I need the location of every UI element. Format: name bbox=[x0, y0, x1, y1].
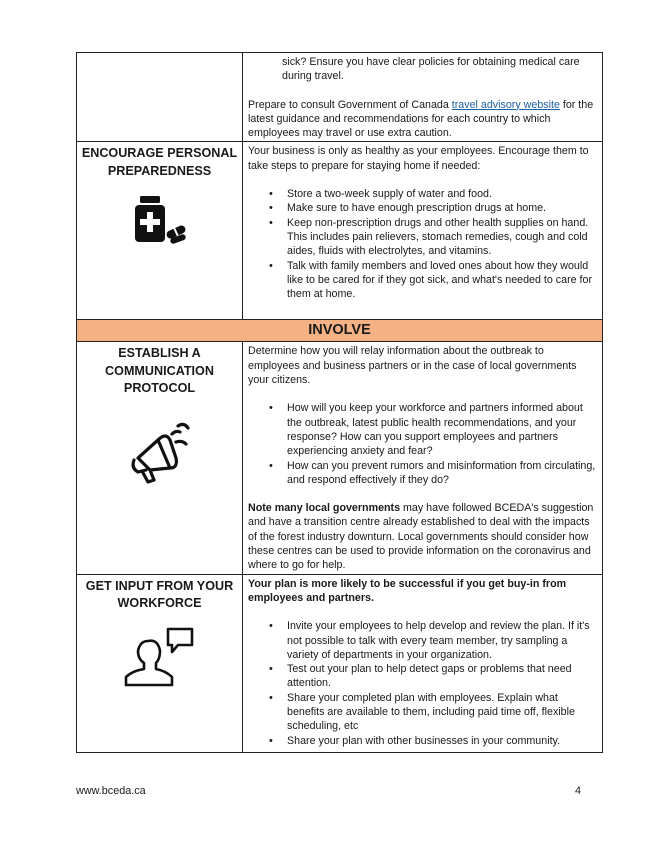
travel-advisory-paragraph bbox=[248, 98, 598, 141]
empty-category-cell bbox=[77, 53, 243, 142]
table-row bbox=[77, 574, 603, 752]
content-cell bbox=[243, 142, 603, 320]
local-governments-note bbox=[248, 501, 598, 572]
page-number: 4 bbox=[575, 785, 582, 797]
content-cell bbox=[243, 342, 603, 574]
communication-list bbox=[248, 401, 598, 487]
list-item: • Make sure to have enough prescription drugs at home. bbox=[248, 201, 598, 215]
note-bold-text: Note many local governments bbox=[248, 502, 401, 515]
person-speech-bubble-icon bbox=[122, 625, 198, 687]
preparedness-intro: Your business is only as healthy as your employees. Encourage them to take steps to prepare for staying home if needed: bbox=[248, 145, 589, 172]
footer-website[interactable]: www.bceda.ca bbox=[76, 785, 146, 797]
category-title: GET INPUT FROM YOUR WORKFORCE bbox=[85, 578, 234, 611]
medicine-bottle-icon bbox=[132, 194, 188, 244]
section-header-involve: INVOLVE bbox=[77, 320, 603, 342]
category-cell bbox=[77, 142, 243, 320]
prepare-text: Prepare to consult Government of Canada bbox=[248, 98, 452, 111]
megaphone-icon bbox=[128, 418, 192, 484]
category-title: ENCOURAGE PERSONAL PREPAREDNESS bbox=[81, 146, 238, 178]
list-item: • Share your plan with other businesses in your community. bbox=[248, 734, 598, 748]
communication-intro: Determine how you will relay information about the outbreak to employees and business partners or in the case of local governments your citizens. bbox=[248, 345, 577, 387]
table-row bbox=[77, 53, 603, 142]
category-cell bbox=[77, 574, 243, 752]
category-title: ESTABLISH A COMMUNICATION PROTOCOL bbox=[105, 346, 214, 396]
preparedness-list bbox=[248, 187, 598, 301]
note-text: may have followed BCEDA's suggestion and have a transition centre already established to deal with the impacts of the forest industry downturn. Local governments should consider how these centres can be used to provide information on the coronavirus and where to go for help. bbox=[248, 502, 594, 572]
list-item: • Invite your employees to help develop and review the plan. If it's not possible to talk with every team member, try sampling a variety of departments in your organization. bbox=[248, 619, 598, 662]
section-header-row bbox=[77, 320, 603, 342]
continued-bullet-text: sick? Ensure you have clear policies for obtaining medical care during travel. bbox=[282, 56, 580, 83]
list-item: • How can you prevent rumors and misinformation from circulating, and respond effectively if they do? bbox=[248, 459, 598, 488]
category-cell bbox=[77, 342, 243, 574]
plan-table bbox=[76, 52, 603, 753]
content-cell bbox=[243, 574, 603, 752]
list-item: • Share your completed plan with employees. Explain what benefits are available to them, including paid time off, flexible scheduling, etc bbox=[248, 691, 598, 734]
table-row bbox=[77, 142, 603, 320]
prepare-text-end: for the latest guidance and recommendations for each country to which employees may travel or use extra caution. bbox=[248, 98, 594, 140]
table-row bbox=[77, 342, 603, 574]
content-cell bbox=[243, 53, 603, 142]
list-item: • Keep non-prescription drugs and other health supplies on hand. This includes pain relievers, stomach remedies, cough and cold aides, fluids with electrolytes, and vitamins. bbox=[248, 216, 598, 259]
list-item: • How will you keep your workforce and partners informed about the outbreak, latest public health recommendations, and your response? How can you support employees and partners experiencing anxiety and fear? bbox=[248, 401, 598, 458]
list-item: • Talk with family members and loved ones about how they would like to be cared for if they got sick, and what's needed to care for them at home. bbox=[248, 259, 598, 302]
workforce-intro: Your plan is more likely to be successful if you get buy-in from employees and partners. bbox=[248, 577, 567, 604]
list-item: • Store a two-week supply of water and food. bbox=[248, 187, 598, 201]
travel-advisory-link[interactable]: travel advisory website bbox=[451, 98, 560, 111]
workforce-list bbox=[248, 619, 598, 748]
list-item: • Test out your plan to help detect gaps or problems that need attention. bbox=[248, 662, 598, 691]
